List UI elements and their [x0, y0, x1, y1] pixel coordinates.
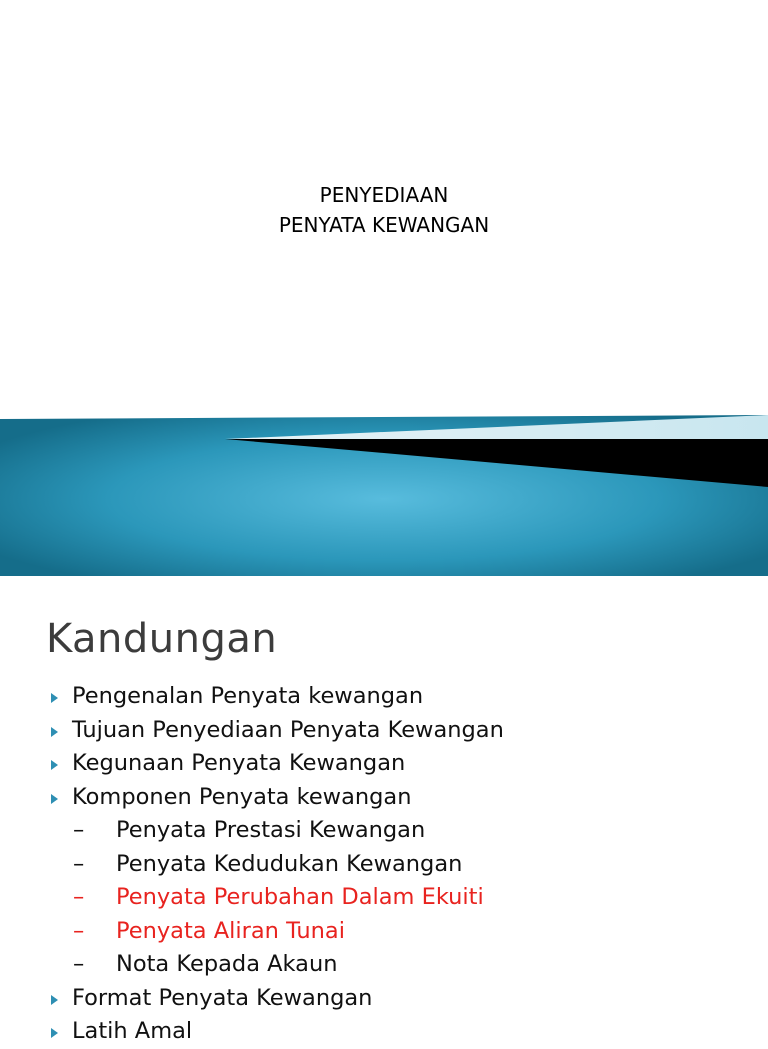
list-item-text: Penyata Aliran Tunai: [116, 917, 345, 944]
list-item: [48, 781, 504, 815]
sub-list-item: [48, 881, 504, 915]
list-item-text: Format Penyata Kewangan: [72, 984, 373, 1011]
sub-list-item: [48, 814, 504, 848]
contents-slide: [0, 576, 768, 1044]
list-item: [48, 1015, 504, 1049]
sub-list-item: [48, 915, 504, 949]
contents-list: [48, 680, 504, 1049]
list-item: [48, 714, 504, 748]
slide-title: [0, 180, 768, 240]
list-item-text: Nota Kepada Akaun: [116, 951, 338, 977]
list-item-text: Komponen Penyata kewangan: [72, 783, 412, 810]
list-item-text: Penyata Perubahan Dalam Ekuiti: [116, 884, 484, 910]
list-item: [48, 747, 504, 781]
dash-marker: –: [73, 917, 85, 944]
dash-marker: –: [73, 817, 85, 843]
sub-list-item: [48, 848, 504, 882]
list-item-text: Tujuan Penyediaan Penyata Kewangan: [72, 716, 504, 743]
dash-marker: –: [73, 850, 85, 877]
dash-marker: –: [73, 951, 85, 977]
list-item-text: Latih Amal: [72, 1018, 193, 1044]
triangle-bullet-icon: [51, 1028, 58, 1038]
contents-heading: Kandungan: [46, 616, 278, 662]
list-item-text: Penyata Prestasi Kewangan: [116, 817, 426, 843]
triangle-bullet-icon: [51, 727, 58, 737]
list-item-text: Penyata Kedudukan Kewangan: [116, 850, 463, 877]
triangle-bullet-icon: [51, 693, 58, 703]
triangle-bullet-icon: [51, 794, 58, 804]
list-item: [48, 680, 504, 714]
title-line-2: PENYATA KEWANGAN: [278, 213, 490, 237]
list-item-text: Pengenalan Penyata kewangan: [72, 683, 424, 709]
decorative-banner: [0, 405, 768, 576]
sub-list-item: [48, 948, 504, 982]
triangle-bullet-icon: [51, 760, 58, 770]
list-item: [48, 982, 504, 1016]
dash-marker: –: [73, 884, 85, 910]
triangle-bullet-icon: [51, 995, 58, 1005]
title-line-1: PENYEDIAAN: [319, 183, 449, 207]
list-item-text: Kegunaan Penyata Kewangan: [72, 750, 406, 776]
